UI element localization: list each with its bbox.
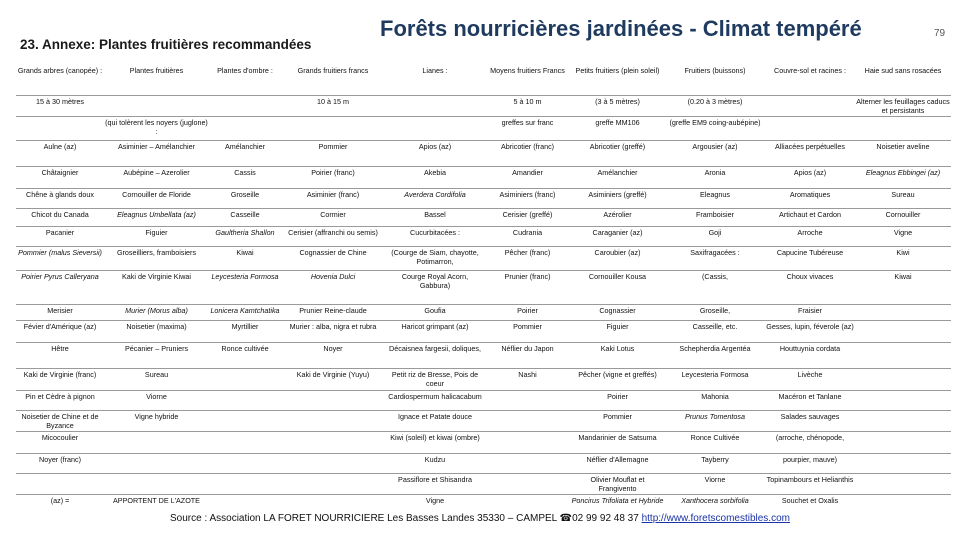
table-cell: Cerisier (affranchi ou semis) — [281, 226, 385, 246]
table-cell: Prunus Tomentosa — [665, 410, 765, 431]
table-cell — [485, 431, 570, 453]
table-cell: Amélanchier — [209, 140, 281, 166]
table-cell: (Cassis, — [665, 270, 765, 304]
table-cell: Viorne — [665, 473, 765, 494]
table-cell — [209, 431, 281, 453]
table-cell — [485, 473, 570, 494]
table-row — [16, 410, 951, 431]
table-cell: Groseille — [209, 188, 281, 208]
table-cell: Alliacées perpétuelles — [765, 140, 855, 166]
table-cell: Prunier (franc) — [485, 270, 570, 304]
table-cell: Poncirus Trifoliata et Hybride — [570, 494, 665, 516]
table-cell: Pommier (malus Sieversii) — [16, 246, 104, 270]
table-cell: Prunier Reine-claude — [281, 304, 385, 320]
table-cell: greffes sur franc — [485, 116, 570, 140]
table-cell: Sureau — [104, 368, 209, 390]
table-cell — [16, 116, 104, 140]
table-cell: Cormier — [281, 208, 385, 226]
table-cell: 10 à 15 m — [281, 95, 385, 116]
table-cell — [209, 368, 281, 390]
table-row — [16, 246, 951, 270]
table-cell: Aronia — [665, 166, 765, 188]
table-cell: Poirier Pyrus Calleryana — [16, 270, 104, 304]
table-cell: Poirier — [570, 390, 665, 410]
table-cell — [765, 116, 855, 140]
table-cell: Cornouiller Kousa — [570, 270, 665, 304]
column-header: Moyens fruitiers Francs — [490, 66, 565, 75]
table-row — [16, 431, 951, 453]
table-cell: Nashi — [485, 368, 570, 390]
source-text: Source : Association LA FORET NOURRICIERE Les Basses Landes 35330 – CAMPEL ☎02 99 92 48 37 — [170, 513, 642, 524]
table-cell: Lonicera Kamtchatika — [209, 304, 281, 320]
table-cell: 15 à 30 mètres — [16, 95, 104, 116]
source-footer — [170, 513, 790, 524]
table-cell: Ronce Cultivée — [665, 431, 765, 453]
table-cell: Passiflore et Shisandra — [385, 473, 485, 494]
table-cell: (az) = — [16, 494, 104, 516]
table-cell: Aulne (az) — [16, 140, 104, 166]
table-cell: (arroche, chénopode, — [765, 431, 855, 453]
table-cell: Eleagnus Umbellata (az) — [104, 208, 209, 226]
table-cell — [209, 390, 281, 410]
website-link[interactable]: http://www.foretscomestibles.com — [641, 513, 790, 524]
table-cell — [855, 390, 951, 410]
table-cell — [281, 453, 385, 473]
table-cell: Choux vivaces — [765, 270, 855, 304]
table-cell: Salades sauvages — [765, 410, 855, 431]
table-cell: Cerisier (greffé) — [485, 208, 570, 226]
column-header: Fruitiers (buissons) — [684, 66, 746, 75]
table-cell: Chicot du Canada — [16, 208, 104, 226]
table-cell: (0.20 à 3 mètres) — [665, 95, 765, 116]
table-cell: Chêne à glands doux — [16, 188, 104, 208]
page-number: 79 — [934, 28, 946, 39]
table-cell: Akebia — [385, 166, 485, 188]
table-cell — [855, 473, 951, 494]
table-cell: Pin et Cèdre à pignon — [16, 390, 104, 410]
table-cell: Merisier — [16, 304, 104, 320]
table-cell: Asiminier – Amélanchier — [104, 140, 209, 166]
table-cell: Azérolier — [570, 208, 665, 226]
table-cell: Pacanier — [16, 226, 104, 246]
table-cell: Pommier — [281, 140, 385, 166]
table-cell: greffe MM106 — [570, 116, 665, 140]
table-cell: Kiwai — [209, 246, 281, 270]
table-cell — [855, 410, 951, 431]
table-cell: Cornouiller de Floride — [104, 188, 209, 208]
column-header: Lianes : — [422, 66, 448, 75]
table-cell — [209, 410, 281, 431]
table-row — [16, 116, 951, 140]
table-cell: Micocoulier — [16, 431, 104, 453]
table-cell: Livèche — [765, 368, 855, 390]
table-cell: Pommier — [485, 320, 570, 342]
table-cell: Leycesteria Formosa — [665, 368, 765, 390]
table-cell: Apios (az) — [765, 166, 855, 188]
table-cell — [855, 116, 951, 140]
table-cell: (qui tolèrent les noyers (juglone) : — [104, 116, 209, 140]
table-cell — [485, 390, 570, 410]
table-cell: pourpier, mauve) — [765, 453, 855, 473]
column-header: Plantes d'ombre : — [217, 66, 273, 75]
table-cell: Saxifragacées : — [665, 246, 765, 270]
table-cell: (3 à 5 mètres) — [570, 95, 665, 116]
table-row — [16, 342, 951, 368]
table-cell: Kudzu — [385, 453, 485, 473]
table-row — [16, 270, 951, 304]
table-cell: Noisetier (maxima) — [104, 320, 209, 342]
table-cell — [104, 95, 209, 116]
table-cell: Ronce cultivée — [209, 342, 281, 368]
table-cell: Houttuynia cordata — [765, 342, 855, 368]
table-cell — [485, 453, 570, 473]
table-cell: Vigne — [855, 226, 951, 246]
page-title: Forêts nourricières jardinées - Climat tempéré — [380, 16, 862, 41]
table-cell: APPORTENT DE L'AZOTE — [104, 494, 209, 516]
table-cell: Murier : alba, nigra et rubra — [281, 320, 385, 342]
table-row — [16, 473, 951, 494]
table-cell: Goufia — [385, 304, 485, 320]
table-cell: Amélanchier — [570, 166, 665, 188]
table-cell: Noisetier aveline — [855, 140, 951, 166]
table-cell: Cardiospermum halicacabum — [385, 390, 485, 410]
table-cell: Pêcher (vigne et greffés) — [570, 368, 665, 390]
table-cell — [209, 116, 281, 140]
table-row — [16, 368, 951, 390]
table-cell: Décaisnea fargesii, doliques, — [385, 342, 485, 368]
annex-title: 23. Annexe: Plantes fruitières recommandées — [20, 37, 312, 52]
table-cell: Pommier — [570, 410, 665, 431]
table-cell: Petit riz de Bresse, Pois de coeur — [385, 368, 485, 390]
table-row — [16, 188, 951, 208]
table-cell: Alterner les feuillages caducs et persistants — [856, 96, 950, 115]
table-cell: Bassel — [385, 208, 485, 226]
table-cell: Caroubier (az) — [570, 246, 665, 270]
table-cell: Vigne hybride — [104, 410, 209, 431]
table-cell — [209, 453, 281, 473]
table-cell: Abricotier (franc) — [485, 140, 570, 166]
table-cell: Tayberry — [665, 453, 765, 473]
table-cell: Myrtillier — [209, 320, 281, 342]
table-cell: Casseille — [209, 208, 281, 226]
table-cell — [104, 453, 209, 473]
table-cell: Fraisier — [765, 304, 855, 320]
table-cell: Xanthocera sorbifolia — [665, 494, 765, 516]
table-cell — [281, 390, 385, 410]
fruit-plants-table — [16, 65, 951, 516]
table-cell — [281, 473, 385, 494]
table-cell — [209, 95, 281, 116]
table-cell — [281, 431, 385, 453]
table-cell: Cucurbitacées : — [385, 226, 485, 246]
table-cell: Caraganier (az) — [570, 226, 665, 246]
table-cell: Châtaignier — [16, 166, 104, 188]
table-cell: Néflier d'Allemagne — [570, 453, 665, 473]
table-header-row — [16, 65, 951, 95]
plants-table-grid — [16, 65, 951, 516]
table-row — [16, 140, 951, 166]
table-row — [16, 208, 951, 226]
table-cell: Kiwi — [855, 246, 951, 270]
table-row — [16, 390, 951, 410]
table-cell: Framboisier — [665, 208, 765, 226]
table-cell: Groseille, — [665, 304, 765, 320]
table-cell: Gesses, lupin, féverole (az) — [765, 320, 855, 342]
table-cell: Courge Royal Acorn, Gabbura) — [385, 270, 485, 304]
table-cell: (Courge de Siam, chayotte, Potimarron, — [385, 246, 485, 270]
table-row — [16, 304, 951, 320]
table-cell — [385, 116, 485, 140]
table-cell — [855, 304, 951, 320]
table-cell: Amandier — [485, 166, 570, 188]
table-cell — [16, 473, 104, 494]
table-cell — [281, 116, 385, 140]
column-header: Petits fruitiers (plein soleil) — [575, 66, 660, 75]
table-cell: Capucine Tubéreuse — [765, 246, 855, 270]
column-header: Haie sud sans rosacées — [864, 66, 942, 75]
table-cell: Asiminier (franc) — [281, 188, 385, 208]
column-header: Couvre-sol et racines : — [774, 66, 846, 75]
table-cell: Kaki de Virginie Kiwai — [104, 270, 209, 304]
column-header: Grands fruitiers francs — [297, 66, 369, 75]
table-cell: Averdera Cordifolia — [385, 188, 485, 208]
table-cell: (greffe EM9 coing-aubépine) — [665, 116, 765, 140]
table-cell: Poirier — [485, 304, 570, 320]
column-header: Grands arbres (canopée) : — [17, 66, 103, 75]
table-cell — [855, 320, 951, 342]
table-cell — [855, 431, 951, 453]
table-cell: Arroche — [765, 226, 855, 246]
table-row — [16, 95, 951, 116]
table-cell: Topinambours et Helianthis — [765, 473, 855, 494]
table-cell: Figuier — [570, 320, 665, 342]
table-cell: Kaki de Virginie (Yuyu) — [281, 368, 385, 390]
table-cell: Goji — [665, 226, 765, 246]
table-cell: Asiminiers (franc) — [485, 188, 570, 208]
table-cell: Cassis — [209, 166, 281, 188]
table-cell — [855, 494, 951, 516]
table-cell: Févier d'Amérique (az) — [16, 320, 104, 342]
table-cell — [765, 95, 855, 116]
table-cell: Mandarinier de Satsuma — [570, 431, 665, 453]
table-cell: Pécanier – Pruniers — [104, 342, 209, 368]
table-cell: Macéron et Tanlane — [765, 390, 855, 410]
table-cell — [855, 453, 951, 473]
table-cell: Aromatiques — [765, 188, 855, 208]
table-cell: Hovenia Dulci — [281, 270, 385, 304]
table-cell — [855, 342, 951, 368]
table-cell: Leycesteria Formosa — [209, 270, 281, 304]
table-cell: Apios (az) — [385, 140, 485, 166]
table-cell: Cognassier — [570, 304, 665, 320]
table-cell: Souchet et Oxalis — [765, 494, 855, 516]
table-cell: Kaki de Virginie (franc) — [16, 368, 104, 390]
table-cell: Kiwi (soleil) et kiwai (ombre) — [385, 431, 485, 453]
table-cell — [209, 473, 281, 494]
table-cell: Abricotier (greffé) — [570, 140, 665, 166]
table-cell: Casseille, etc. — [665, 320, 765, 342]
table-cell — [855, 368, 951, 390]
table-cell: Eleagnus Ebbingei (az) — [855, 166, 951, 188]
table-cell: Hêtre — [16, 342, 104, 368]
table-cell — [485, 410, 570, 431]
table-cell: Kaki Lotus — [570, 342, 665, 368]
table-cell: Cornouiller — [855, 208, 951, 226]
table-cell: Sureau — [855, 188, 951, 208]
table-cell: 5 à 10 m — [485, 95, 570, 116]
table-cell: Noyer — [281, 342, 385, 368]
table-cell: Artichaut et Cardon — [765, 208, 855, 226]
table-cell: Gaultheria Shallon — [209, 226, 281, 246]
table-cell: Mahonia — [665, 390, 765, 410]
table-cell: Kiwai — [855, 270, 951, 304]
table-cell: Figuier — [104, 226, 209, 246]
table-cell: Noisetier de Chine et de Byzance — [16, 410, 104, 431]
table-row — [16, 320, 951, 342]
table-cell: Viorne — [104, 390, 209, 410]
table-cell: Haricot grimpant (az) — [385, 320, 485, 342]
table-row — [16, 166, 951, 188]
table-cell — [385, 95, 485, 116]
table-cell — [104, 473, 209, 494]
table-cell: Aubépine – Azerolier — [104, 166, 209, 188]
table-cell: Groseilliers, framboisiers — [104, 246, 209, 270]
table-cell: Vigne — [385, 494, 485, 516]
table-cell: Ignace et Patate douce — [385, 410, 485, 431]
table-cell: Pêcher (franc) — [485, 246, 570, 270]
table-cell: Poirier (franc) — [281, 166, 385, 188]
table-row — [16, 453, 951, 473]
table-cell: Murier (Morus alba) — [104, 304, 209, 320]
table-cell — [104, 431, 209, 453]
column-header: Plantes fruitières — [129, 66, 184, 75]
table-row — [16, 226, 951, 246]
table-cell: Néflier du Japon — [485, 342, 570, 368]
table-cell: Olivier Mouflat et Frangivento — [570, 473, 665, 494]
table-cell: Cudrania — [485, 226, 570, 246]
table-cell: Eleagnus — [665, 188, 765, 208]
table-cell: Cognassier de Chine — [281, 246, 385, 270]
table-cell: Asiminiers (greffé) — [570, 188, 665, 208]
table-cell: Schepherdia Argentéa — [665, 342, 765, 368]
table-cell: Noyer (franc) — [16, 453, 104, 473]
table-cell — [281, 410, 385, 431]
table-cell: Argousier (az) — [665, 140, 765, 166]
